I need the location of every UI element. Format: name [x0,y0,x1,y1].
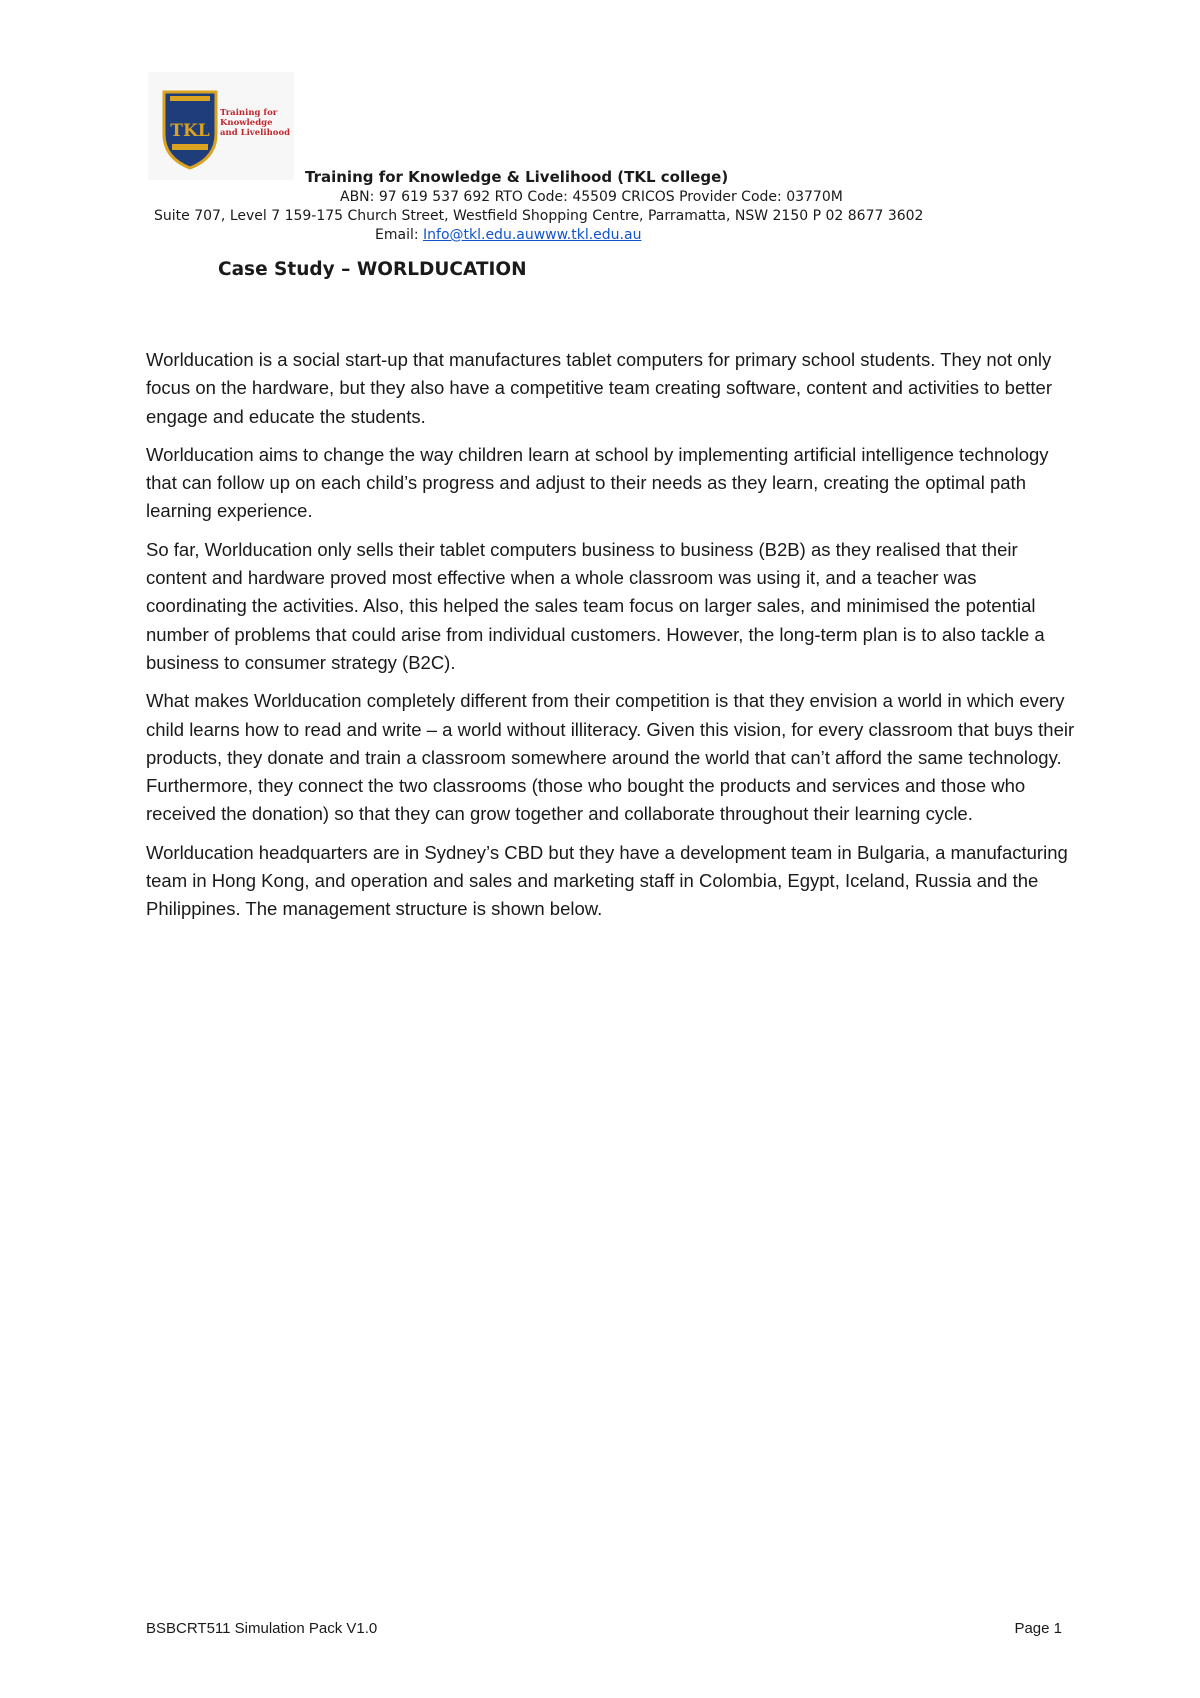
case-study-body [146,346,1076,934]
logo-line-2: Knowledge [220,118,273,128]
logo-line-3: and Livelihood [220,128,291,138]
logo-line-1: Training for [220,108,278,118]
footer-doc-id: BSBCRT511 Simulation Pack V1.0 [146,1620,378,1637]
paragraph-5: Worlducation headquarters are in Sydney’s CBD but they have a development team in Bulgaria, a manufacturing team in Hong Kong, and operation and sales and marketing staff in Colombia, Egypt, Iceland, Russia and the Philippines. The management structure is shown below. [146,841,1068,920]
tkl-logo [148,72,294,180]
paragraph-2: Worlducation aims to change the way children learn at school by implementing artificial intelligence technology that can follow up on each child’s progress and adjust to their needs as they learn, creating the optimal path learning experience. [146,443,1049,522]
email-link[interactable]: Info@tkl.edu.auwww.tkl.edu.au [423,227,642,243]
paragraph-4: What makes Worlducation completely different from their competition is that they envision a world in which every child learns how to read and write – a world without illiteracy. Given this vision, for every classroom that buys their products, they donate and train a classroom somewhere around the world that can’t afford the same technology. Furthermore, they connect the two classrooms (those who bought the products and services and those who received the donation) so that they can grow together and collaborate throughout their learning cycle. [146,690,1075,825]
college-name: Training for Knowledge & Livelihood (TKL college) [305,168,729,186]
logo-badge-text: TKL [170,121,210,141]
paragraph-3: So far, Worlducation only sells their tablet computers business to business (B2B) as they realised that their content and hardware proved most effective when a whole classroom was using it, and a teacher was coordinating the activities. Also, this helped the sales team focus on larger sales, and minimised the potential number of problems that could arise from individual customers. However, the long-term plan is to also tackle a business to consumer strategy (B2C). [146,538,1045,673]
case-study-title: Case Study – WORLDUCATION [218,259,527,280]
email-label: Email: [375,227,424,243]
college-abn: ABN: 97 619 537 692 RTO Code: 45509 CRICOS Provider Code: 03770M [340,189,843,205]
logo-wordmark [220,108,290,138]
footer-page-number: Page 1 [1014,1620,1062,1637]
college-address: Suite 707, Level 7 159-175 Church Street, Westfield Shopping Centre, Parramatta, NSW 2150 P 02 8677 3602 [154,208,924,224]
paragraph-1: Worlducation is a social start-up that manufactures tablet computers for primary school students. They not only focus on the hardware, but they also have a competitive team creating software, content and activities to better engage and educate the students. [146,349,1052,427]
college-email [375,227,1200,243]
